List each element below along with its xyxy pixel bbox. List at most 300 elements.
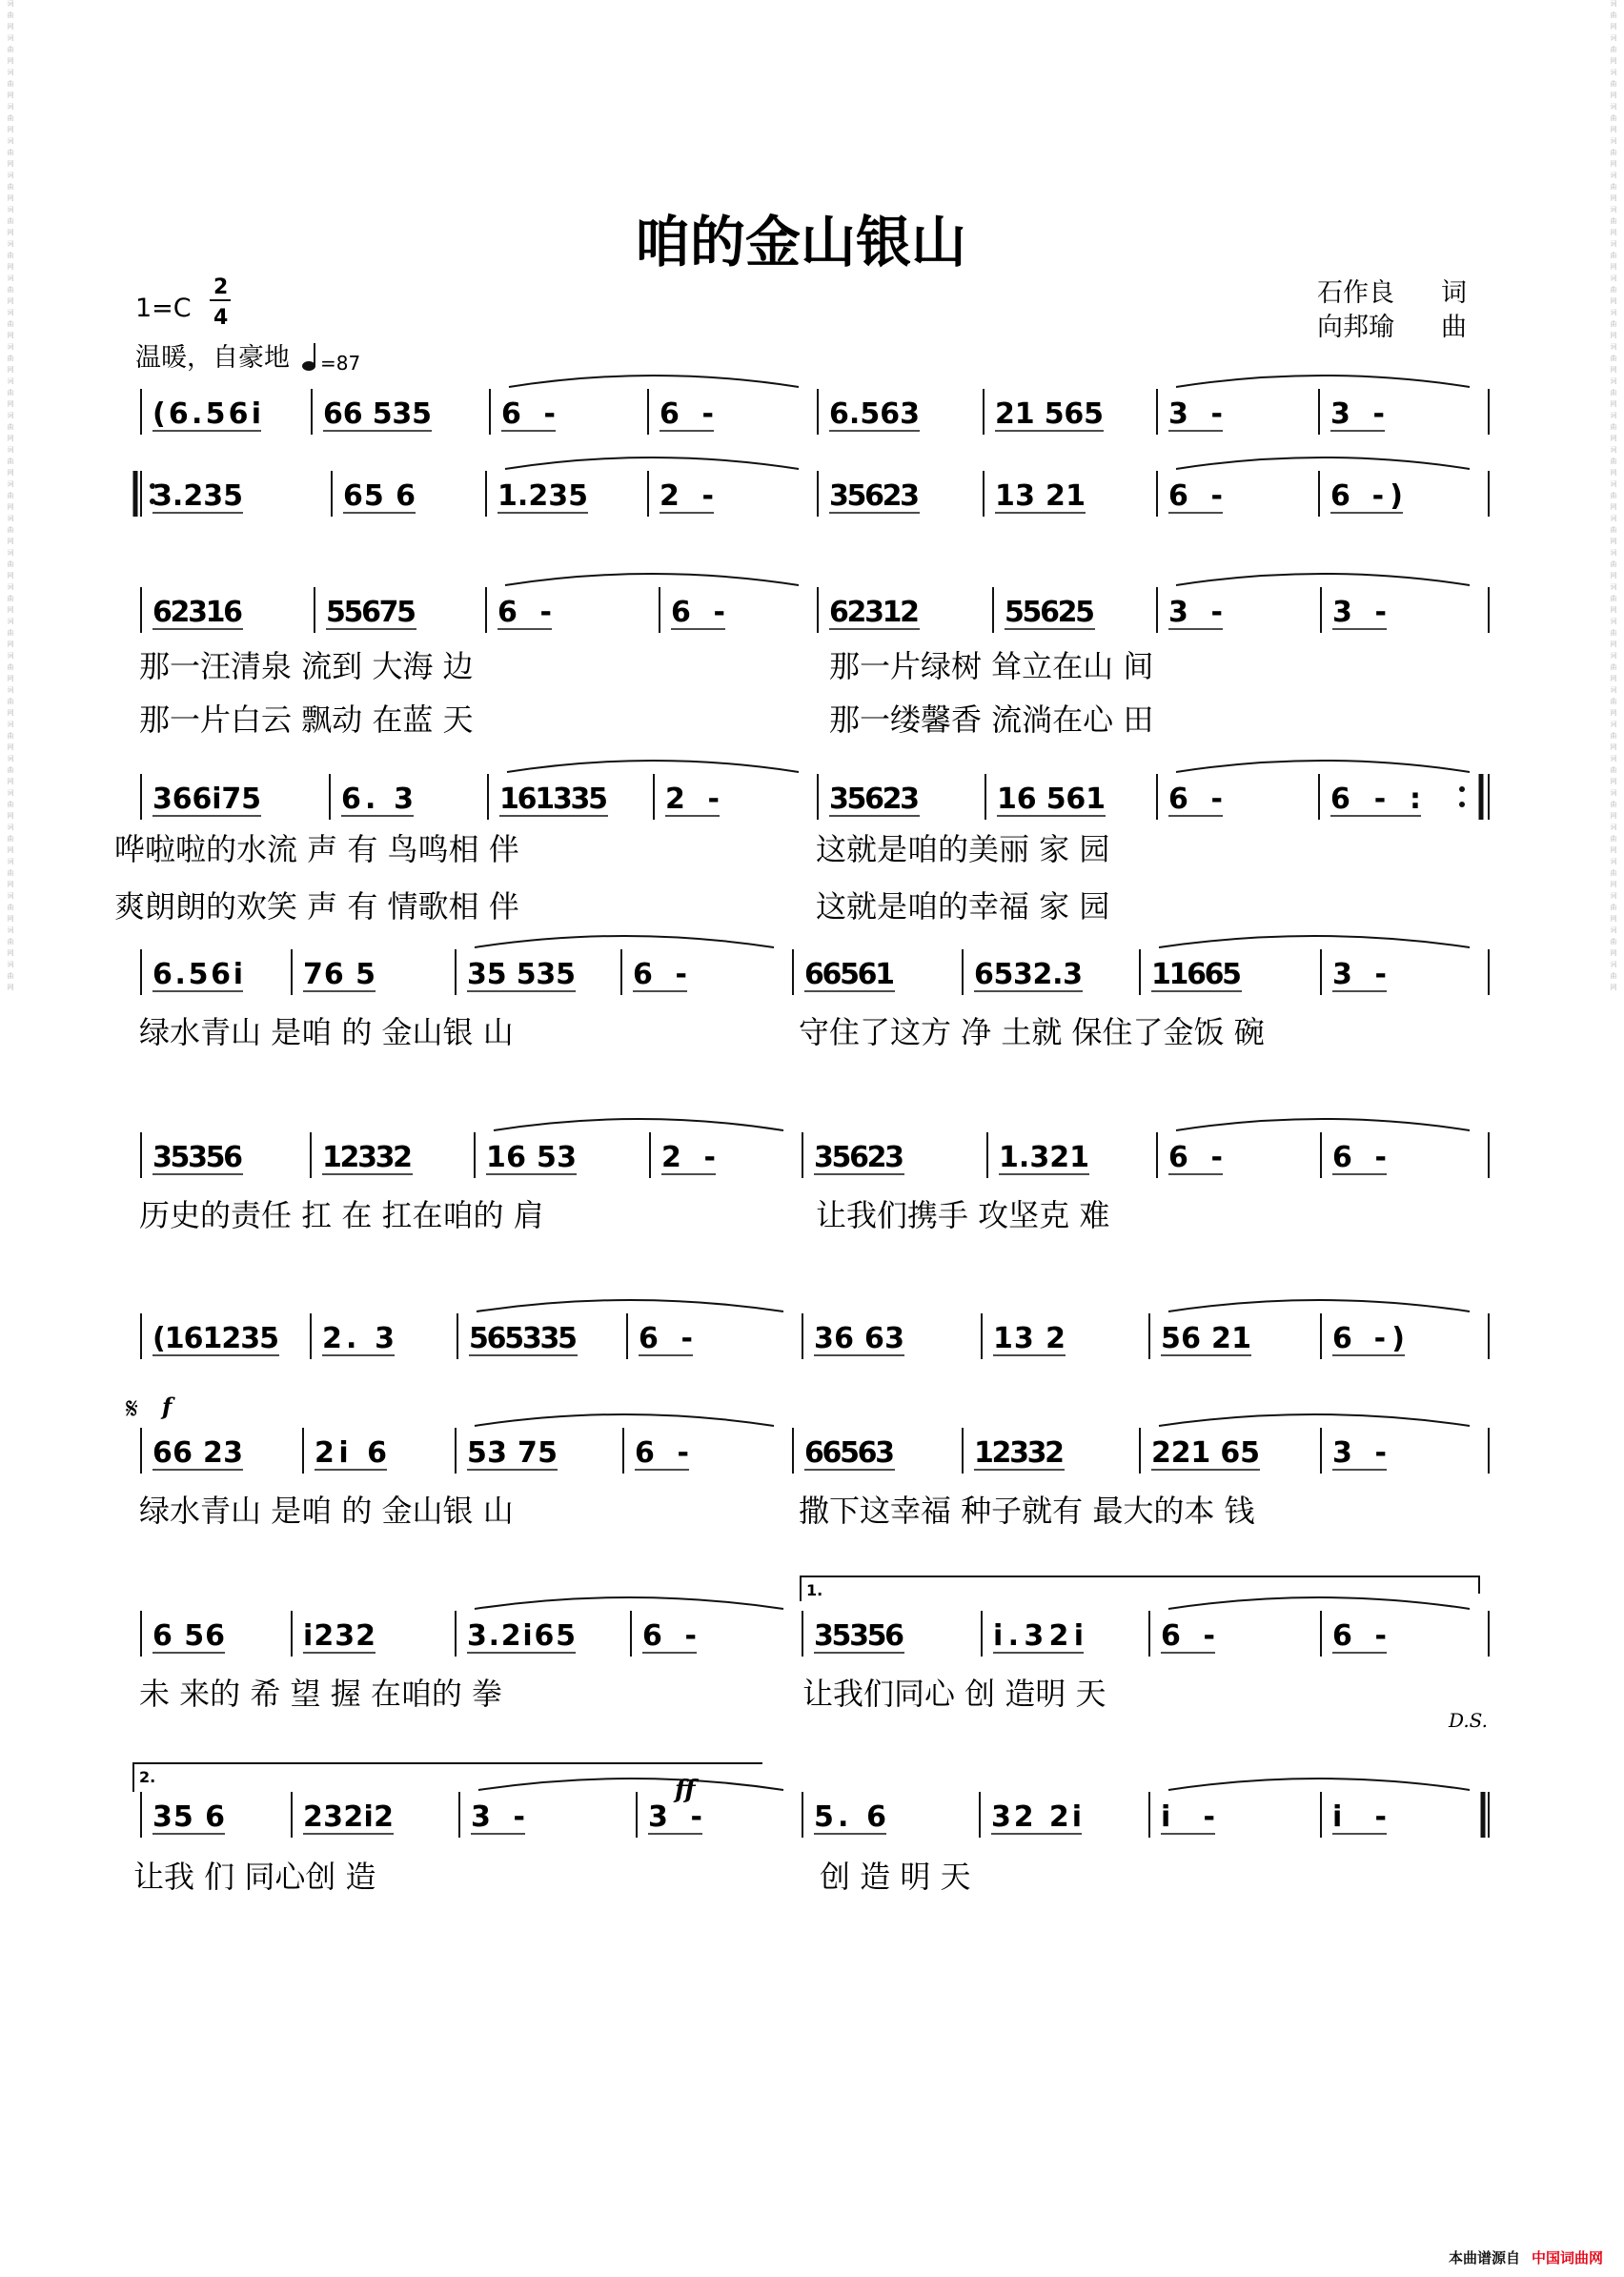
watermark-char: 曲 <box>7 732 14 740</box>
volta-1-bracket <box>801 1576 1479 1601</box>
measure-notes: 56 21 <box>1161 1322 1251 1355</box>
watermark-char: 词 <box>7 206 14 213</box>
watermark-char: 曲 <box>1610 149 1617 156</box>
tie-arc <box>505 457 799 469</box>
measure-notes: 1.321 <box>999 1141 1089 1174</box>
watermark-char: 网 <box>7 915 14 923</box>
measure-notes: 6 - <box>1168 1141 1223 1174</box>
watermark-char: 曲 <box>1610 492 1617 499</box>
watermark-char: 网 <box>7 194 14 202</box>
watermark-char: 曲 <box>7 492 14 499</box>
measure-notes: 3 - <box>648 1800 702 1834</box>
staff-system <box>141 376 1489 435</box>
watermark-char: 网 <box>7 126 14 133</box>
watermark-char: 曲 <box>1610 457 1617 465</box>
watermark-char: 词 <box>7 480 14 488</box>
measure-notes: 66563 <box>804 1436 895 1470</box>
measure-notes: 6. 3 <box>341 783 414 816</box>
measure-notes: 6 - <box>635 1436 689 1470</box>
tie-arc <box>494 1119 783 1130</box>
watermark-char: 曲 <box>1610 389 1617 396</box>
watermark-char: 词 <box>7 583 14 591</box>
watermark-char: 网 <box>1610 778 1617 785</box>
watermark-char: 曲 <box>7 286 14 294</box>
watermark-char: 词 <box>1610 480 1617 488</box>
tie-arc <box>477 1300 783 1311</box>
watermark-char: 曲 <box>1610 732 1617 740</box>
watermark-char: 曲 <box>7 355 14 362</box>
measure-notes: i - <box>1161 1800 1215 1834</box>
watermark-char: 网 <box>1610 743 1617 751</box>
measure-notes: 55625 <box>1005 596 1095 629</box>
tie-arc <box>1176 574 1470 585</box>
watermark-char: 词 <box>7 823 14 831</box>
staff-system <box>139 1119 1489 1233</box>
watermark-char: 曲 <box>1610 698 1617 705</box>
time-signature <box>210 275 231 330</box>
measure-notes: 6 - <box>660 397 714 431</box>
measure-notes: 6.56i <box>152 958 243 991</box>
watermark-char: 曲 <box>7 972 14 980</box>
watermark-char: 词 <box>1610 926 1617 934</box>
watermark-char: 曲 <box>7 698 14 705</box>
measure-notes: 66561 <box>804 958 895 991</box>
watermark-char: 网 <box>7 675 14 682</box>
watermark-char: 曲 <box>7 766 14 774</box>
watermark-char: 网 <box>1610 160 1617 168</box>
staff-system <box>135 457 1489 517</box>
watermark-char: 网 <box>1610 640 1617 648</box>
measure-notes: 6 - <box>1168 479 1223 513</box>
lyricist-role: 词 <box>1441 278 1467 308</box>
measure-notes: 6 - : <box>1330 783 1421 816</box>
measure-notes: 3 - <box>1168 596 1223 629</box>
watermark-char: 曲 <box>7 183 14 191</box>
watermark-char: 曲 <box>7 629 14 637</box>
repeat-dot <box>1459 786 1465 792</box>
time-denominator: 4 <box>213 306 229 330</box>
watermark-char: 网 <box>7 538 14 545</box>
watermark-char: 曲 <box>7 217 14 225</box>
watermark-char: 网 <box>1610 366 1617 374</box>
watermark-char: 词 <box>7 618 14 625</box>
watermark-char: 曲 <box>7 114 14 122</box>
measure-notes: 11665 <box>1151 958 1242 991</box>
measure-notes: 3 - <box>471 1800 525 1834</box>
tie-arc <box>1176 376 1470 387</box>
measure-notes: i - <box>1332 1800 1387 1834</box>
watermark-char: 曲 <box>1610 80 1617 88</box>
staff-system <box>139 574 1489 738</box>
tie-arc <box>1176 761 1470 772</box>
measure-notes: 2. 3 <box>322 1322 395 1355</box>
measure-notes: 6 - <box>1332 1141 1387 1174</box>
watermark-char: 网 <box>1610 984 1617 991</box>
watermark-char: 网 <box>7 332 14 339</box>
watermark-char: 词 <box>7 789 14 797</box>
measure-notes: 35623 <box>814 1141 904 1174</box>
watermark-char: 词 <box>7 343 14 351</box>
watermark-char: 曲 <box>1610 355 1617 362</box>
watermark-char: 词 <box>7 686 14 694</box>
watermark-char: 曲 <box>1610 286 1617 294</box>
measure-notes: 6 - <box>497 596 552 629</box>
watermark-char: 网 <box>1610 846 1617 854</box>
composer-name: 向邦瑜 <box>1317 313 1394 342</box>
tie-arc <box>1168 1300 1470 1311</box>
tempo-value: =87 <box>320 352 361 375</box>
measure-notes: 36 63 <box>814 1322 904 1355</box>
lyric-line: 这就是咱的幸福 家 园 <box>816 888 1110 925</box>
lyric-line: 创 造 明 天 <box>820 1859 971 1895</box>
watermark-char: 曲 <box>1610 835 1617 843</box>
watermark-char: 词 <box>1610 583 1617 591</box>
tie-arc <box>1168 1597 1470 1609</box>
score-systems <box>114 376 1489 1895</box>
measure-notes: 6 - <box>639 1322 693 1355</box>
lyric-line: 守住了这方 净 土就 保住了金饭 碗 <box>799 1014 1265 1050</box>
watermark-char: 网 <box>7 812 14 820</box>
measure-notes: (161235 <box>152 1322 279 1355</box>
watermark-char: 网 <box>7 57 14 65</box>
watermark-char: 词 <box>1610 377 1617 385</box>
watermark-char: 词 <box>1610 446 1617 454</box>
watermark-char: 词 <box>7 69 14 76</box>
watermark-char: 网 <box>7 229 14 236</box>
watermark-char: 曲 <box>1610 629 1617 637</box>
tie-arc <box>509 376 799 387</box>
watermark-char: 网 <box>1610 91 1617 99</box>
tie-arc <box>475 1597 783 1609</box>
watermark-char: 词 <box>1610 721 1617 728</box>
staff-system <box>114 761 1489 925</box>
lyric-line: 未 来的 希 望 握 在咱的 拳 <box>139 1676 503 1712</box>
watermark-char: 网 <box>1610 469 1617 477</box>
measure-notes: 6 -) <box>1330 479 1403 513</box>
watermark-char: 词 <box>1610 618 1617 625</box>
watermark-char: 网 <box>1610 332 1617 339</box>
measure-notes: 32 2i <box>991 1800 1082 1834</box>
watermark-char: 词 <box>1610 823 1617 831</box>
watermark-char: 曲 <box>1610 320 1617 328</box>
watermark-char: 曲 <box>1610 904 1617 911</box>
watermark-char: 曲 <box>1610 869 1617 877</box>
measure-notes: 35 535 <box>467 958 576 991</box>
watermark-char: 词 <box>1610 274 1617 282</box>
watermark-char: 网 <box>7 709 14 717</box>
watermark-char: 曲 <box>7 869 14 877</box>
watermark-char: 曲 <box>7 904 14 911</box>
measure-notes: 2 - <box>665 783 720 816</box>
watermark-char: 网 <box>7 846 14 854</box>
staff-system <box>139 1414 1489 1529</box>
lyric-line: 让我 们 同心创 造 <box>133 1859 376 1895</box>
watermark-char: 曲 <box>7 938 14 945</box>
measure-notes: 5. 6 <box>814 1800 886 1834</box>
watermark-char: 网 <box>1610 881 1617 888</box>
watermark-char: 词 <box>7 34 14 42</box>
measure-notes: 62316 <box>152 596 243 629</box>
watermark-char: 词 <box>1610 69 1617 76</box>
watermark-char: 网 <box>1610 23 1617 30</box>
watermark-char: 网 <box>1610 503 1617 511</box>
watermark-char: 网 <box>1610 949 1617 957</box>
watermark-char: 词 <box>7 515 14 522</box>
watermark-char: 词 <box>1610 240 1617 248</box>
measure-notes: 3 - <box>1332 1436 1387 1470</box>
watermark-char: 网 <box>1610 812 1617 820</box>
watermark-char: 词 <box>1610 515 1617 522</box>
measure-notes: 3.2i65 <box>467 1619 576 1653</box>
watermark-char: 网 <box>7 640 14 648</box>
measure-notes: 35623 <box>829 783 920 816</box>
measure-notes: 16 53 <box>486 1141 577 1174</box>
measure-notes: 12332 <box>322 1141 413 1174</box>
watermark-char: 网 <box>7 572 14 579</box>
key-signature <box>135 294 192 323</box>
measure-notes: 6 - <box>633 958 687 991</box>
watermark-char: 词 <box>7 103 14 111</box>
measure-notes: 232i2 <box>303 1800 394 1834</box>
watermark-char: 曲 <box>1610 114 1617 122</box>
measure-notes: 35623 <box>829 479 920 513</box>
watermark-char: 词 <box>7 137 14 145</box>
watermark-char: 词 <box>1610 686 1617 694</box>
watermark-char: 曲 <box>1610 560 1617 568</box>
watermark-char: 曲 <box>1610 972 1617 980</box>
measure-notes: 53 75 <box>467 1436 558 1470</box>
watermark-char: 曲 <box>7 149 14 156</box>
source-footer <box>1449 2247 1603 2267</box>
lyric-line: 撒下这幸福 种子就有 最大的本 钱 <box>799 1493 1255 1529</box>
measure-notes: 366i75 <box>152 783 261 816</box>
lyric-line: 绿水青山 是咱 的 金山银 山 <box>139 1493 514 1529</box>
measure-notes: 65 6 <box>343 479 416 513</box>
watermark-char: 网 <box>1610 538 1617 545</box>
measure-notes: 161335 <box>499 783 608 816</box>
measure-notes: 55675 <box>326 596 416 629</box>
watermark-char: 网 <box>1610 915 1617 923</box>
measure-notes: 6 - <box>501 397 556 431</box>
watermark-char: 网 <box>1610 263 1617 271</box>
watermark-char: 网 <box>7 435 14 442</box>
lyricist-name: 石作良 <box>1317 278 1394 308</box>
watermark-char: 网 <box>7 949 14 957</box>
quarter-note-icon <box>302 343 315 371</box>
watermark-char: 网 <box>7 469 14 477</box>
watermark-char: 词 <box>1610 652 1617 660</box>
watermark-char: 网 <box>7 297 14 305</box>
watermark-char: 网 <box>7 160 14 168</box>
measure-notes: 3 - <box>1168 397 1223 431</box>
watermark-char: 词 <box>7 652 14 660</box>
watermark-char: 词 <box>7 0 14 8</box>
watermark-char: 曲 <box>1610 663 1617 671</box>
measure-notes: 35356 <box>152 1141 243 1174</box>
lyric-line: 爽朗朗的欢笑 声 有 情歌相 伴 <box>114 888 519 925</box>
tie-arc <box>1176 457 1470 469</box>
measure-notes: 6 - <box>1332 1619 1387 1653</box>
measure-notes: 221 65 <box>1151 1436 1260 1470</box>
watermark-char: 词 <box>1610 961 1617 968</box>
watermark-char: 词 <box>1610 0 1617 8</box>
lyric-line: 历史的责任 扛 在 扛在咱的 肩 <box>139 1197 544 1233</box>
composer-role: 曲 <box>1441 313 1467 342</box>
measure-notes: 6 56 <box>152 1619 225 1653</box>
staff-system <box>133 1779 1489 1895</box>
tie-arc <box>1159 936 1470 947</box>
watermark-char: 曲 <box>1610 11 1617 19</box>
lyric-line: 那一片白云 飘动 在蓝 天 <box>139 701 474 738</box>
ds-mark: D.S. <box>1449 1709 1489 1732</box>
watermark-char: 词 <box>7 240 14 248</box>
lyric-line: 让我们同心 创 造明 天 <box>802 1676 1106 1712</box>
lyric-line: 这就是咱的美丽 家 园 <box>816 831 1110 867</box>
staff-system <box>141 1300 1489 1359</box>
measure-notes: 6 - <box>1168 783 1223 816</box>
source-label: 本曲谱源自 <box>1448 2249 1520 2267</box>
watermark-char: 网 <box>7 881 14 888</box>
watermark-char: 网 <box>7 984 14 991</box>
measure-notes: 6.563 <box>829 397 920 431</box>
watermark-char: 曲 <box>1610 183 1617 191</box>
measure-notes: i232 <box>303 1619 376 1653</box>
watermark-char: 曲 <box>7 389 14 396</box>
watermark-char: 网 <box>1610 400 1617 408</box>
measure-notes: 1.235 <box>497 479 588 513</box>
watermark-char: 曲 <box>7 11 14 19</box>
measure-notes: 6 -) <box>1332 1322 1405 1355</box>
watermark-char: 曲 <box>7 801 14 808</box>
watermark-char: 曲 <box>7 252 14 259</box>
watermark-char: 网 <box>7 778 14 785</box>
measure-notes: 565335 <box>469 1322 578 1355</box>
watermark-char: 网 <box>1610 606 1617 614</box>
volta-1-label: 1. <box>806 1581 823 1599</box>
tie-arc <box>1159 1414 1470 1426</box>
tie-arc <box>507 761 799 772</box>
staff-system <box>139 936 1489 1050</box>
time-numerator: 2 <box>213 275 229 299</box>
measure-notes: 16 561 <box>997 783 1106 816</box>
watermark-char: 词 <box>1610 892 1617 900</box>
watermark-char: 网 <box>7 400 14 408</box>
watermark-char: 曲 <box>1610 801 1617 808</box>
measure-notes: 2i 6 <box>315 1436 387 1470</box>
watermark-char: 网 <box>7 23 14 30</box>
watermark-char: 网 <box>1610 194 1617 202</box>
watermark-char: 词 <box>7 549 14 557</box>
watermark-char: 曲 <box>7 560 14 568</box>
watermark-char: 网 <box>7 503 14 511</box>
tie-arc <box>1168 1779 1470 1790</box>
watermark-char: 词 <box>1610 137 1617 145</box>
watermark-char: 词 <box>1610 309 1617 316</box>
watermark-char: 网 <box>7 606 14 614</box>
watermark-char: 词 <box>7 309 14 316</box>
tie-arc <box>478 1779 783 1790</box>
tempo-text: 温暖，自豪地 <box>135 343 290 373</box>
watermark-char: 词 <box>1610 789 1617 797</box>
measure-notes: 66 535 <box>323 397 432 431</box>
watermark-char: 词 <box>7 926 14 934</box>
watermark-char: 词 <box>7 274 14 282</box>
lyric-line: 那一缕馨香 流淌在心 田 <box>829 701 1154 738</box>
watermark-char: 曲 <box>7 663 14 671</box>
tie-arc <box>475 1414 774 1426</box>
watermark-char: 曲 <box>7 457 14 465</box>
measure-notes: 3 - <box>1332 958 1387 991</box>
watermark-char: 词 <box>1610 755 1617 762</box>
watermark-char: 词 <box>7 446 14 454</box>
measure-notes: 76 5 <box>303 958 376 991</box>
measure-notes: 12332 <box>974 1436 1065 1470</box>
watermark-char: 词 <box>1610 34 1617 42</box>
watermark-char: 词 <box>7 172 14 179</box>
source-site[interactable]: 中国词曲网 <box>1531 2249 1603 2267</box>
watermark-char: 词 <box>7 755 14 762</box>
watermark-char: 网 <box>1610 572 1617 579</box>
watermark-char: 词 <box>7 892 14 900</box>
watermark-char: 曲 <box>1610 252 1617 259</box>
watermark-char: 网 <box>7 366 14 374</box>
measure-notes: 6 - <box>671 596 725 629</box>
page-title: 咱的金山银山 <box>634 210 967 274</box>
tie-arc <box>475 936 774 947</box>
watermark-char: 曲 <box>7 46 14 53</box>
watermark-char: 网 <box>7 743 14 751</box>
watermark-char: 词 <box>1610 549 1617 557</box>
watermark-char: 曲 <box>7 595 14 602</box>
watermark-char: 词 <box>7 961 14 968</box>
watermark-char: 词 <box>1610 206 1617 213</box>
watermark-char: 词 <box>1610 412 1617 419</box>
watermark-char: 曲 <box>1610 46 1617 53</box>
measure-notes: 6532.3 <box>974 958 1083 991</box>
measure-notes: 3 - <box>1330 397 1385 431</box>
watermark-char: 曲 <box>1610 526 1617 534</box>
measure-notes: 62312 <box>829 596 920 629</box>
watermark-char: 词 <box>1610 343 1617 351</box>
measure-notes: 2 - <box>660 479 714 513</box>
volta-2-label: 2. <box>139 1768 156 1786</box>
watermark-char: 曲 <box>1610 938 1617 945</box>
watermark-char: 曲 <box>7 80 14 88</box>
watermark-char: 曲 <box>1610 766 1617 774</box>
watermark-char: 网 <box>1610 126 1617 133</box>
measure-notes: 3.235 <box>152 479 243 513</box>
tie-arc <box>505 574 799 585</box>
lyric-line: 那一片绿树 耸立在山 间 <box>829 648 1154 684</box>
watermark-char: 网 <box>1610 297 1617 305</box>
watermark-char: 词 <box>1610 172 1617 179</box>
forte-mark: f <box>162 1393 173 1420</box>
measure-notes: 66 23 <box>152 1436 243 1470</box>
watermark-char: 词 <box>7 377 14 385</box>
measure-notes: 3 - <box>1332 596 1387 629</box>
lyric-line: 让我们携手 攻坚克 难 <box>816 1197 1110 1233</box>
watermark-char: 曲 <box>7 320 14 328</box>
watermark-char: 网 <box>1610 57 1617 65</box>
repeat-dot <box>1459 802 1465 807</box>
watermark-char: 网 <box>1610 229 1617 236</box>
watermark-char: 曲 <box>1610 595 1617 602</box>
watermark-char: 曲 <box>7 526 14 534</box>
measure-notes: 35 6 <box>152 1800 225 1834</box>
measure-notes: 13 21 <box>995 479 1086 513</box>
fortissimo-mark: ff <box>675 1776 696 1804</box>
watermark-char: 网 <box>1610 675 1617 682</box>
